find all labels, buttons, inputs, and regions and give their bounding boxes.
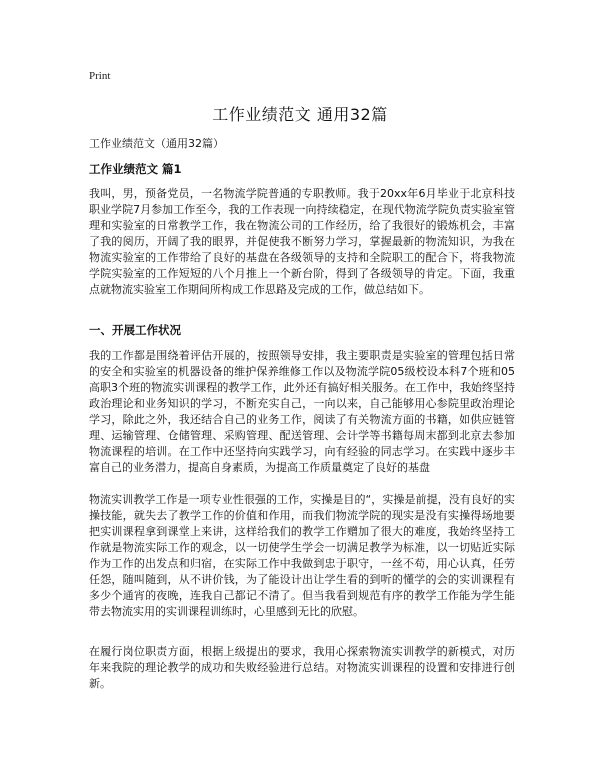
intro-paragraph: 我叫，男，预备党员，一名物流学院普通的专职教师。我于20xx年6月毕业于北京科技职业学院7月参加工作至今，我的工作表现一向持续稳定，在现代物流学院负责实验室管理和实验室的日常教学工作，我在物流公司的工作经历，给了我很好的锻炼机会，丰富了我的阅历，开阔了我的眼界，并促使我不断努力学习，掌握最新的物流知识，为我在物流实验室的工作带给了良好的基盘在各级领导的支持和全院职工的配合下，将我物流学院实验室的工作短短的八个月推上一个新台阶，得到了各级领导的肯定。下面，我重点就物流实验室工作期间所构成工作思路及完成的工作，做总结如下。 [89, 187, 515, 296]
print-label[interactable]: Print [89, 70, 111, 82]
subheading: 一、开展工作状况 [89, 323, 181, 337]
document-title: 工作业绩范文 通用32篇 [212, 105, 388, 124]
document-subtitle: 工作业绩范文（通用32篇） [89, 137, 224, 150]
paragraph-4: 在履行岗位职责方面，根据上级提出的要求，我用心探索物流实训教学的新模式，对历年来我院的理论教学的成功和失败经验进行总结。对物流实训课程的设置和安排进行创新。 [89, 645, 515, 690]
paragraph-2: 我的工作都是围绕着评估开展的，按照领导安排，我主要职责是实验室的管理包括日常的安全和实验室的机器设备的维护保养维修工作以及物流学院05级校设本科7个班和05高职3个班的物流实训课程的教学工作，此外还有搞好相关服务。在工作中，我始终坚持政治理论和业务知识的学习，不断充实自己，一向以来，自己能够用心参院里政治理论学习，除此之外，我还结合自己的业务工作，阅读了有关物流方面的书籍，如供应链管理、运输管理、仓储管理、采购管理、配送管理、会计学等书籍每周末都到北京去参加物流课程的培训。在工作中还坚持向实践学习，向有经验的同志学习。在实践中逐步丰富自己的业务潜力，提高自身素质，为提高工作质量奠定了良好的基盘 [89, 349, 515, 474]
section-heading: 工作业绩范文 篇1 [89, 162, 182, 176]
paragraph-3: 物流实训教学工作是一项专业性很强的工作，实操是目的“，实操是前提，没有良好的实操技能，就失去了教学工作的价值和作用，而我们物流学院的现实是没有实操得场地要把实训课程拿到课堂上来讲，这样给我们的教学工作赠加了很大的难度，我始终坚持工作就是物流实际工作的观念，以一切使学生学会一切满足教学为标准，以一切贴近实际作为工作的出发点和归宿，在实际工作中我做到忠于职守，一丝不苟，用心认真，任劳任怨，随叫随到，从不讲价钱，为了能设计出让学生看的到听的懂学的会的实训课程有多少个通宵的夜晚，连我自己都记不清了。但当我看到规范有序的教学工作能为学生能带去物流实用的实训课程训练时，心里感到无比的欣慰。 [89, 493, 515, 618]
